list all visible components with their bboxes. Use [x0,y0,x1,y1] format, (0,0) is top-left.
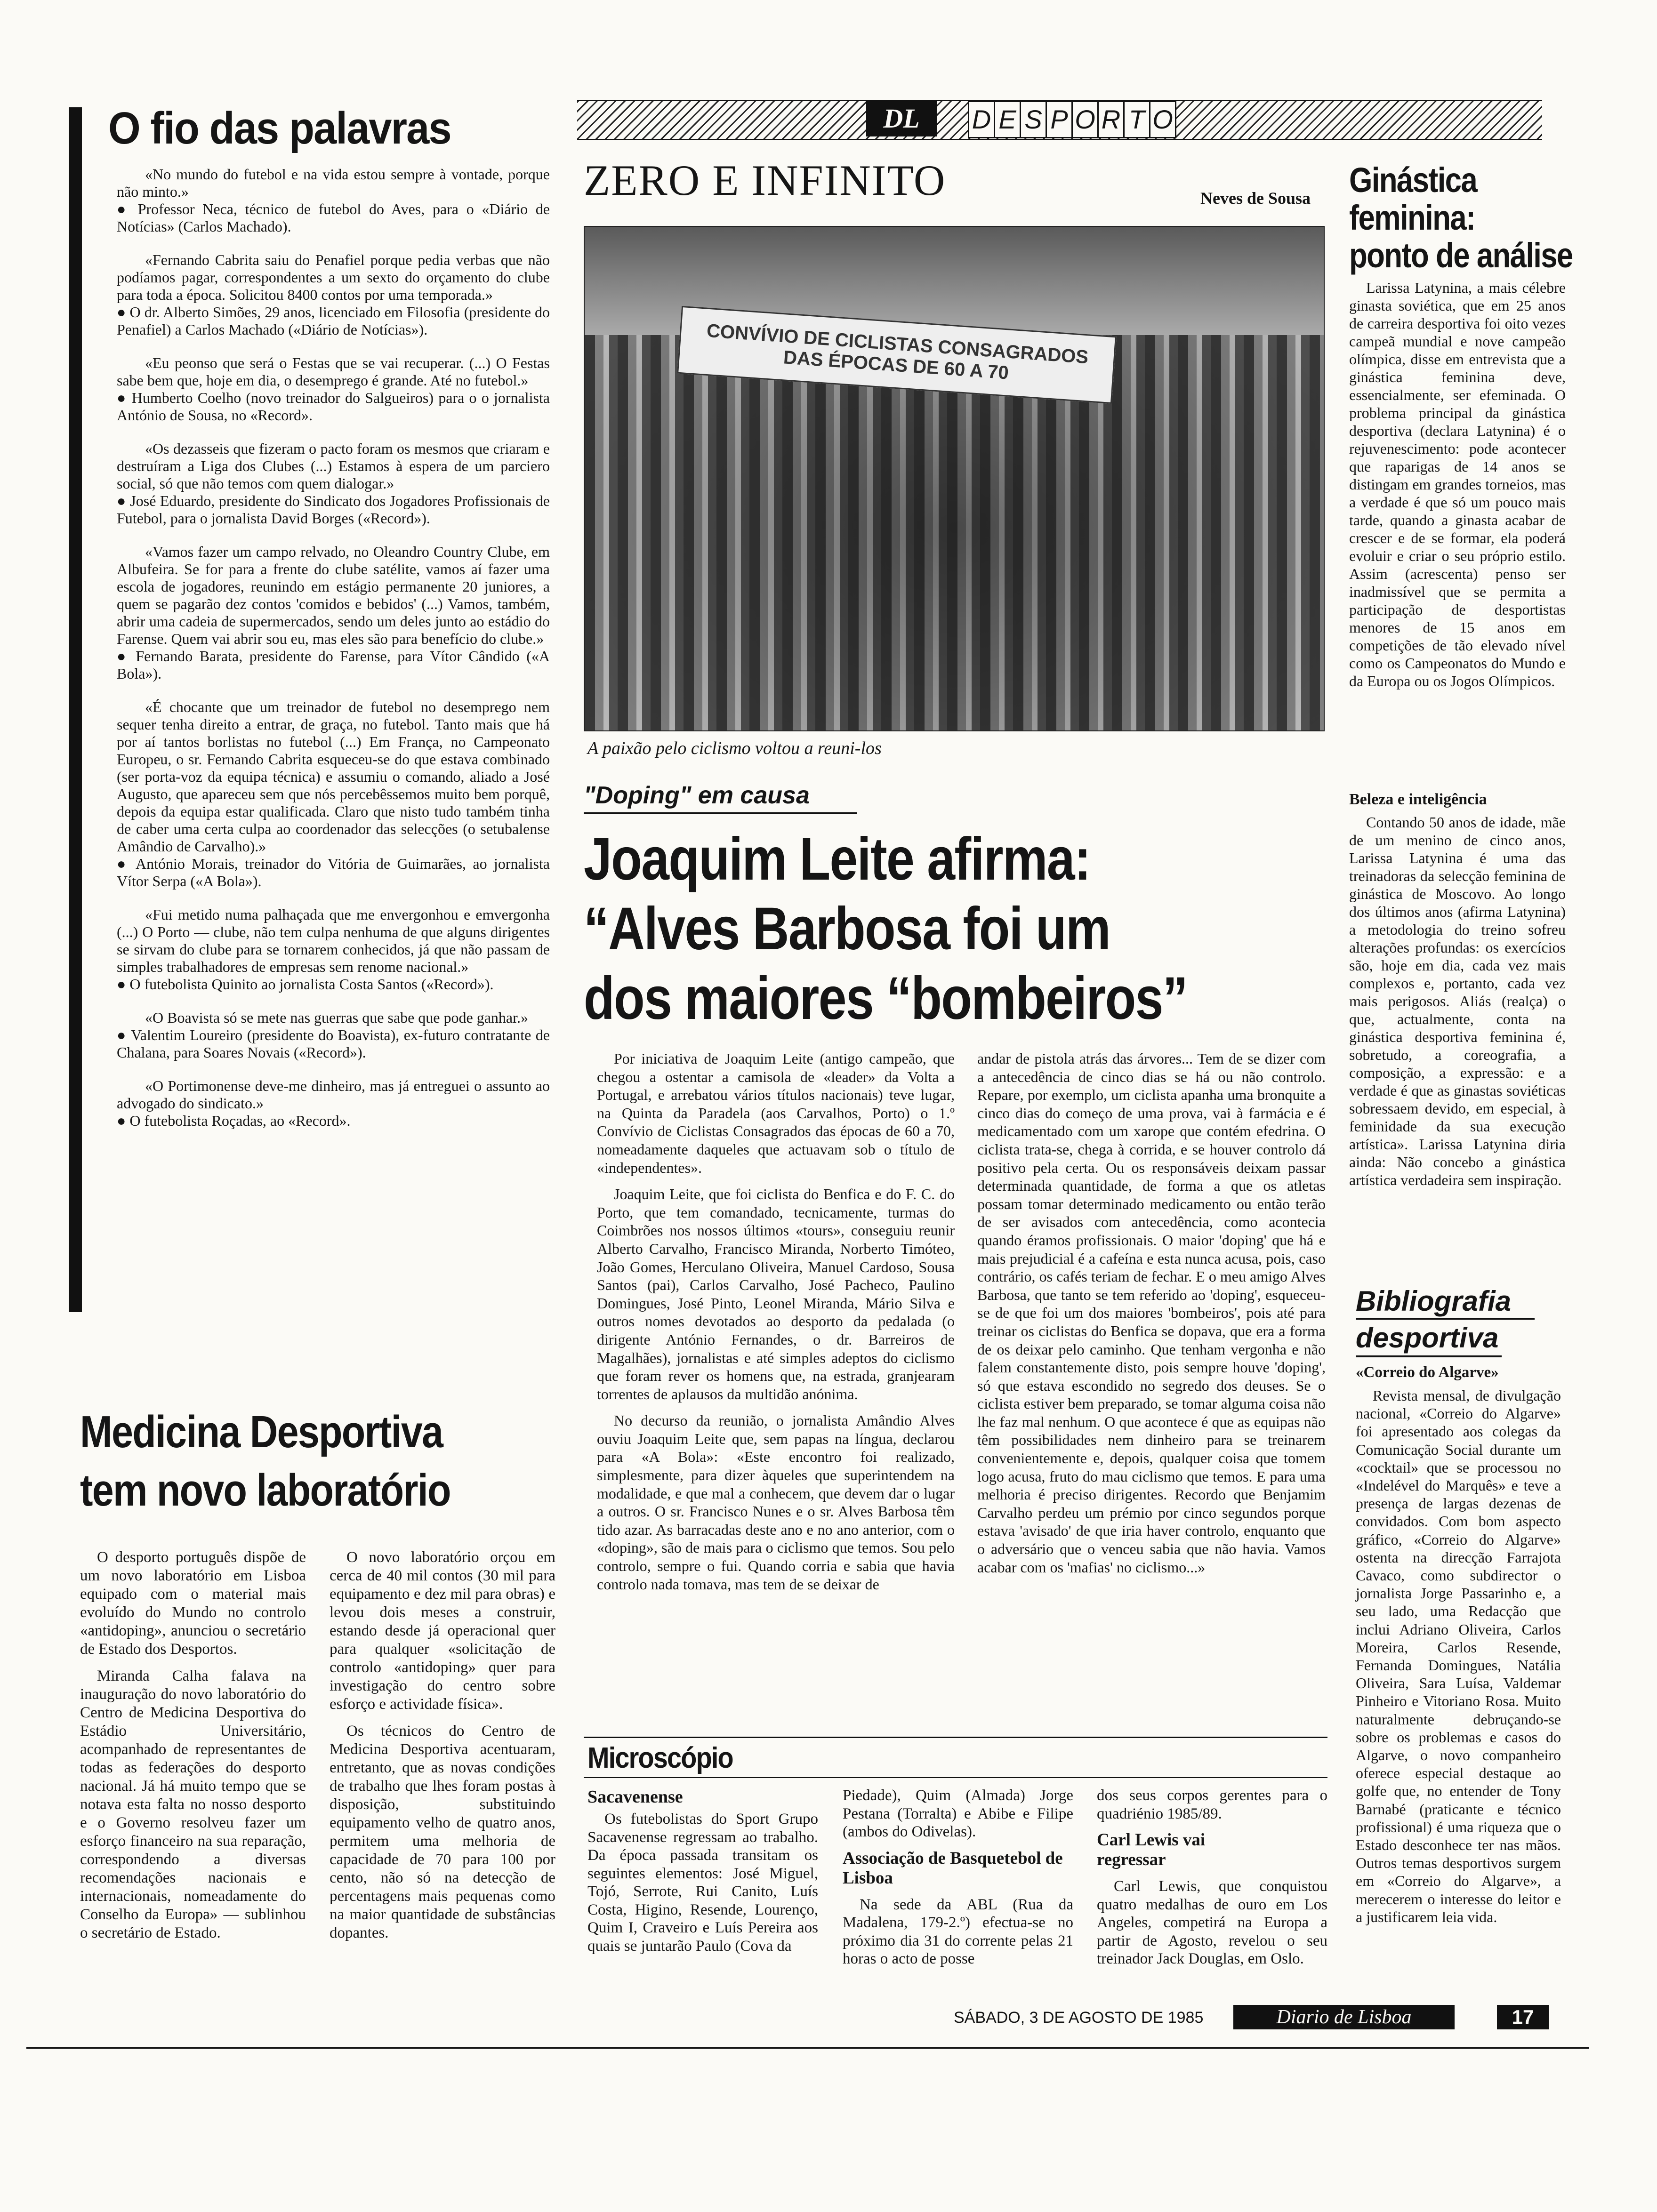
ginastica-title-1: Ginástica [1349,160,1477,200]
doping-paragraph: Joaquim Leite, que foi ciclista do Benfica e do F. C. do Porto, que tem comandado, tecnicamente, turmas do Coimbrões nos nossos últimos «tours», conseguiu reunir Alberto Carvalho, Francisco Miranda, Norberto Timóteo, João Gomes, Herculano Oliveira, Manuel Cardoso, Sousa Santos (pai), Carlos Carvalho, José Pacheco, Paulino Domingues, José Pinto, Leonel Miranda, Mário Silva e outros nomes devotados ao desporto da pedalada (o dirigente António Fernandes, o dr. Barreiros de Magalhães), jornalistas e até simples adeptos do ciclismo que foram rever os homens que, na estrada, granjearam torrentes de aplausos da multidão anónima. [597,1186,955,1403]
photo-caption: A paixão pelo ciclismo voltou a reuni-los [587,738,882,758]
doping-paragraph: Por iniciativa de Joaquim Leite (antigo campeão, que chegou a ostentar a camisola de «leader» da Volta a Portugal, e arrebatou vários títulos nacionais) teve lugar, na Quinta da Paradela (aos Carvalhos, Porto) o 1.º Convívio de Ciclistas Consagrados das épocas de 60 a 70, nomeadamente daqueles que actuavam sob o título de «independentes». [597,1050,955,1176]
desporto-letter: T [1125,101,1150,138]
ginastica-p2-text: Contando 50 anos de idade, mãe de um menino de cinco anos, Larissa Latynina é uma das treinadoras da selecção feminina de ginástica de Moscovo. Ao longo dos últimos anos (afirma Latynina) a metodologia do treino sofreu alterações profundas: os exercícios são, hoje em dia, cada vez mais complexos e, portanto, cada vez mais perigosos. Aliás (realça) o que, actualmente, conta na ginástica desportiva feminina é, sobretudo, a coreografia, a composição, a expressão: e a verdade é que as ginastas soviéticas sobressaem devido, em especial, à feminidade da sua execução artística». Larissa Latynina diria ainda: Não concebo a ginástica artística verdadeira sem inspiração. [1349,814,1566,1188]
medicina-title-2: tem novo laboratório [80,1465,450,1515]
microscopio-title: Microscópio [587,1742,733,1774]
quote-source [117,492,550,527]
ginastica-p1 [1349,279,1566,690]
bibliografia-title-2: desportiva [1356,1322,1499,1354]
quote-source [117,1026,550,1061]
quote-source [117,304,550,338]
doping-col2 [977,1050,1326,1585]
bullet-icon: ● [117,492,130,509]
bullet-icon: ● [117,855,136,872]
bullet-icon: ● [117,1026,131,1043]
desporto-title [968,101,1176,138]
doping-headline-2: “Alves Barbosa foi um [584,895,1110,962]
desporto-letter: S [1021,101,1047,138]
desporto-letter: D [969,101,995,138]
quote-source-text: José Eduardo, presidente do Sindicato dos Jogadores Profissionais de Futebol, para o jornalista David Borges («Record»). [117,492,550,527]
micro-col3 [1097,1787,1327,1968]
microscopio-underline [584,1777,1327,1778]
quote-source [117,389,550,424]
photo-banner: CONVÍVIO DE CICLISTAS CONSAGRADOS DAS ÉPOCAS DE 60 A 70 [677,306,1117,404]
quote-text: «O Boavista só se mete nas guerras que sabe que pode ganhar.» [145,1009,528,1026]
kicker-underline [584,812,857,814]
medicina-col1 [80,1548,306,1951]
doping-kicker: "Doping" em causa [584,782,810,809]
ginastica-p1-text: Larissa Latynina, a mais célebre ginasta soviética, que em 25 anos de carreira desportiva foi oito vezes campeã mundial e nove campeão olímpica, disse em entrevista que a ginástica feminina deve, essencialmente, ser efeminada. O problema principal da ginástica desportiva (declara Latynina) é o rejuvenescimento: pode acontecer que raparigas de 14 anos se distingam em grandes torneios, mas a verdade é que só um pouco mais tarde, quando a ginasta acabar de crescer e de se formar, ela poderá evoluir e criar o seu próprio estilo. Assim (acrescenta) penso ser inadmissível que se permita a participação de desportistas menores de 15 anos em competições de tão elevado nível como os Campeonatos do Mundo e da Europa ou os Jogos Olímpicos. [1349,279,1566,689]
zero-infinito-author: Neves de Sousa [1200,189,1311,208]
bibliografia-underline-2 [1356,1355,1502,1357]
quote-source-text: Humberto Coelho (novo treinador do Salgueiros) para o o jornalista António de Sousa, no «Record». [117,389,550,424]
doping-paragraph: No decurso da reunião, o jornalista Amândio Alves ouviu Joaquim Leite que, sem papas na língua, declarou para «A Bola»: «Este encontro foi realizado, simplesmente, para dizer àqueles que superintendem na modalidade, e que mal a conhecem, que devem dar o lugar a outros. O sr. Francisco Nunes e o sr. Alves Barbosa têm tido azar. As barracadas deste ano e no ano anterior, com o «doping», são de mais para o ciclismo que temos. Sou pelo controlo, sempre o fui. Quando corria e sabia que havia controlo nada tomava, mas tem de se deixar de [597,1412,955,1593]
micro-col1-head: Sacavenense [587,1787,683,1807]
micro-col2 [843,1787,1073,1968]
footer-rule [26,2047,1589,2049]
footer-date: SÁBADO, 3 DE AGOSTO DE 1985 [954,2009,1204,2027]
quote-source-text: Professor Neca, técnico de futebol do Aves, para o «Diário de Notícias» (Carlos Machado). [117,200,550,235]
micro-col2-head: Associação de Basquetebol de Lisboa [843,1848,1063,1888]
medicina-paragraph: O desporto português dispõe de um novo laboratório em Lisboa equipado com o material mais evoluído do Mundo no controlo «antidoping», anunciou o secretário de Estado dos Desportos. [80,1549,306,1658]
bullet-icon: ● [117,648,136,665]
doping-headline-1: Joaquim Leite afirma: [584,825,1091,893]
quote-source [117,1112,550,1130]
zero-infinito-title: ZERO E INFINITO [584,156,946,204]
footer-masthead: Diario de Lisboa [1233,2005,1455,2029]
micro-col1 [587,1787,818,1955]
micro-col1-text: Os futebolistas do Sport Grupo Sacavenense regressam ao trabalho. Da época passada transitam os seguintes elementos: José Miguel, Tojó, Serrote, Rui Canito, Luís Costa, Higino, Resende, Lourenço, Quim I, Craveiro e Luís Pereira aos quais se juntarão Paulo (Cova da [587,1811,818,1955]
desporto-letter: E [995,101,1021,138]
doping-headline-3: dos maiores “bombeiros” [584,965,1187,1032]
quote-source [117,855,550,890]
quote-source [117,976,550,993]
quote-text: «Fernando Cabrita saiu do Penafiel porque pedia verbas que não podíamos pagar, correspondentes a um sexto do orçamento do clube para toda a época. Solicitou 8400 contos por uma temporada.» [117,251,550,303]
micro-col3-text: Carl Lewis, que conquistou quatro medalhas de ouro em Los Angeles, competirá na Europa a partir de Agosto, revelou o seu treinador Jack Douglas, em Oslo. [1097,1878,1327,1967]
bibliografia-subhead: «Correio do Algarve» [1356,1364,1499,1381]
bullet-icon: ● [117,976,130,993]
dl-logo: DL [866,101,937,136]
bibliografia-text: Revista mensal, de divulgação nacional, «Correio do Algarve» foi apresentado aos colegas da Comunicação Social durante um «cocktail» que se processou no «Indelével do Marquês» e teve a presença de largas dezenas de convidados. Com bom aspecto gráfico, «Correio do Algarve» ostenta na direcção Farrajota Cavaco, como subdirector o jornalista Jorge Passarinho e, a seu lado, uma Redacção que inclui Adriano Oliveira, Carlos Moreira, Carlos Resende, Fernanda Domingues, Natália Oliveira, Sara Luísa, Valdemar Pinheiro e Vitoriano Rosa. Muito naturalmente debruçando-se sobre os problemas e casos do Algarve, o novo companheiro oferece especial destaque ao golfe que, no entender de Tony Barnabé (praticante e técnico profissional) é uma riqueza que o Estado desconhece ter nas mãos. Outros temas desportivos surgem em «Correio do Algarve», a merecerem o interesse do leitor e a justificarem leia vida. [1356,1387,1561,1925]
desporto-letter: R [1099,101,1125,138]
quote-text: «No mundo do futebol e na vida estou sempre à vontade, porque não minto.» [117,166,550,200]
bibliografia-underline-1 [1356,1318,1535,1320]
quote-source-text: Valentim Loureiro (presidente do Boavista), ex-futuro contratante de Chalana, para Soares Novais («Record»). [117,1026,550,1061]
quote-text: «É chocante que um treinador de futebol no desemprego nem sequer tenha direito a entrar, de graça, no futebol. Tanto mais que há por aí tantos borlistas no futebol (...) Em França, no Campeonato Europeu, o sr. Fernando Cabrita esqueceu-se do que estava combinado (ser porta-voz da equipa técnica) e assumiu o comando, aliado a José Augusto, que apareceu sem que nós percebêssemos muito bem porquê, depois da equipa estar qualificada. Claro que nisto tudo também tinha de caber uma certa culpa ao coordenador das selecções (o setubalense Amândio de Carvalho).» [117,698,550,855]
ginastica-title-2: feminina: [1349,198,1475,237]
quote-text: «O Portimonense deve-me dinheiro, mas já entreguei o assunto ao advogado do sindicato.» [117,1077,550,1112]
micro-col2-text: Na sede da ABL (Rua da Madalena, 179-2.º) efectua-se no próximo dia 31 do corrente pelas 21 horas o acto de posse [843,1896,1073,1967]
fio-title: O fio das palavras [108,103,451,153]
doping-paragraph: andar de pistola atrás das árvores... Tem de se dizer com a antecedência de cinco dias se há ou não controlo. Repare, por exemplo, um ciclista apanha uma bronquite a cinco dias do começo de uma prova, vai à farmácia e é medicamentado com um xarope que contém efedrina. O ciclista trata-se, chega à corrida, e se houver controlo dá positivo pela certa. Ou os responsáveis deixam passar determinada quantidade, de forma a que os atletas possam tomar determinado medicamento ou então terão de ser avisados com antecedência, como acontecia quando éramos profissionais. O maior 'doping' que há e mais prejudicial é a cafeína e esta nunca acusa, pois, caso contrário, os cafés teriam de fechar. E o meu amigo Alves Barbosa, que tanto se tem referido ao 'doping', esqueceu-se de que foi um dos maiores 'bombeiros', pois até para treinar os ciclistas do Benfica se dopava, que era a forma de os deixar pelo caminho. Que tenham vergonha e não falem constantemente disto, pois sempre houve 'doping', só que estava escondido no segredo dos deuses. Se o ciclista estiver bem preparado, se tomar alguma coisa não lhe faz mal nenhum. O que acontece é que as equipas não têm possibilidades nem dinheiro para se treinarem convenientemente e, depois, qualquer coisa que tomem logo acusa, fruto do mau ciclismo que temos. E para uma melhoria é preciso dirigentes. Recordo que Benjamim Carvalho perdeu um prémio por cinco segundos porque estava 'avisado' de que iria haver controlo, enquanto que o adversário que o venceu sabia que não havia. Vamos acabar com os 'mafias' no ciclismo...» [977,1050,1326,1576]
medicina-paragraph: Miranda Calha falava na inauguração do novo laboratório do Centro de Medicina Desportiva do Estádio Universitário, acompanhado de representantes de todas as federações do desporto nacional. Já há muito tempo que se notava esta falta no nosso desporto e o Governo resolveu fazer um esforço financeiro na sua reparação, correspondendo a diversas recomendações nacionais e internacionais, nomeadamente do Conselho da Europa» — sublinhou o secretário de Estado. [80,1667,306,1941]
quote-text: «Eu peonso que será o Festas que se vai recuperar. (...) O Festas sabe bem que, hoje em dia, o desemprego é grande. Até no futebol.» [117,354,550,389]
bibliografia-title-1: Bibliografia [1356,1285,1512,1317]
desporto-letter: O [1150,101,1176,138]
quote-source-text: O dr. Alberto Simões, 29 anos, licenciado em Filosofia (presidente do Penafiel) a Carlos Machado («Diário de Notícias»). [117,304,550,338]
title-bar [69,107,82,1312]
cyclists-photo [584,226,1325,731]
quote-text: «Os dezasseis que fizeram o pacto foram os mesmos que criaram e destruíram a Liga dos Clubes (...) Estamos à espera de um parciero social, só que não temos com quem dialogar.» [117,440,550,492]
micro-col3-head: Carl Lewis vai regressar [1097,1830,1206,1869]
micro-col3-top: dos seus corpos gerentes para o quadriénio 1985/89. [1097,1787,1327,1822]
quote-source [117,648,550,682]
footer-page: 17 [1497,2005,1549,2029]
quote-source-text: Fernando Barata, presidente do Farense, para Vítor Cândido («A Bola»). [117,648,550,682]
quote-source [117,200,550,235]
ginastica-title-3: ponto de análise [1349,236,1573,275]
bullet-icon: ● [117,389,132,406]
quote-source-text: O futebolista Roçadas, ao «Record». [129,1112,351,1129]
quote-source-text: António Morais, treinador do Vitória de Guimarães, ao jornalista Vítor Serpa («A Bola»). [117,855,550,890]
ginastica-p2 [1349,813,1566,1189]
micro-col2-top: Piedade), Quim (Almada) Jorge Pestana (Torralta) e Abibe e Filipe (ambos do Odivelas). [843,1787,1073,1840]
doping-col1 [597,1050,955,1602]
bullet-icon: ● [117,1112,130,1129]
quote-text: «Vamos fazer um campo relvado, no Oleandro Country Clube, em Albufeira. Se for para a frente do clube satélite, vamos aí fazer uma escola de jogadores, reunindo em estágio permanente 20 juniores, a quem se pagarão dez contos 'comidos e bebidos' (...) Vamos, também, abrir uma cadeia de supermercados, sendo um deles junto ao estádio do Farense. Quem vai abrir sou eu, mas eles são para benefício do clube.» [117,543,550,647]
desporto-letter: O [1073,101,1099,138]
desporto-letter: P [1047,101,1073,138]
bullet-icon: ● [117,304,130,321]
ginastica-subhead: Beleza e inteligência [1349,791,1487,808]
quote-text: «Fui metido numa palhaçada que me envergonhou e emvergonha (...) O Porto — clube, não tem culpa nenhuma de que alguns dirigentes se sirvam do clube para se tornarem conhecidos, já que não passam de simples trabalhadores de empresas sem renome nacional.» [117,906,550,975]
medicina-paragraph: Os técnicos do Centro de Medicina Desportiva acentuaram, entretanto, que as novas condições de trabalho que lhes foram postas à disposição, substituindo equipamento velho de quatro anos, permitem uma melhoria de capacidade de 70 para 100 por cento, não só na detecção de percentagens mais pequenas como na maior quantidade de substâncias dopantes. [330,1723,555,1941]
quotes-list [117,166,550,1146]
microscopio-rule [584,1737,1327,1738]
quote-source-text: O futebolista Quinito ao jornalista Costa Santos («Record»). [129,976,494,993]
medicina-col2 [330,1548,555,1951]
medicina-title-1: Medicina Desportiva [80,1407,443,1457]
medicina-paragraph: O novo laboratório orçou em cerca de 40 mil contos (30 mil para equipamento e dez mil para obras) e levou dois meses a construir, estando desde já operacional quer para qualquer «solicitação de controlo «antidoping» quer para investigação do centro sobre esforço e actividade física». [330,1549,555,1713]
bullet-icon: ● [117,200,138,217]
